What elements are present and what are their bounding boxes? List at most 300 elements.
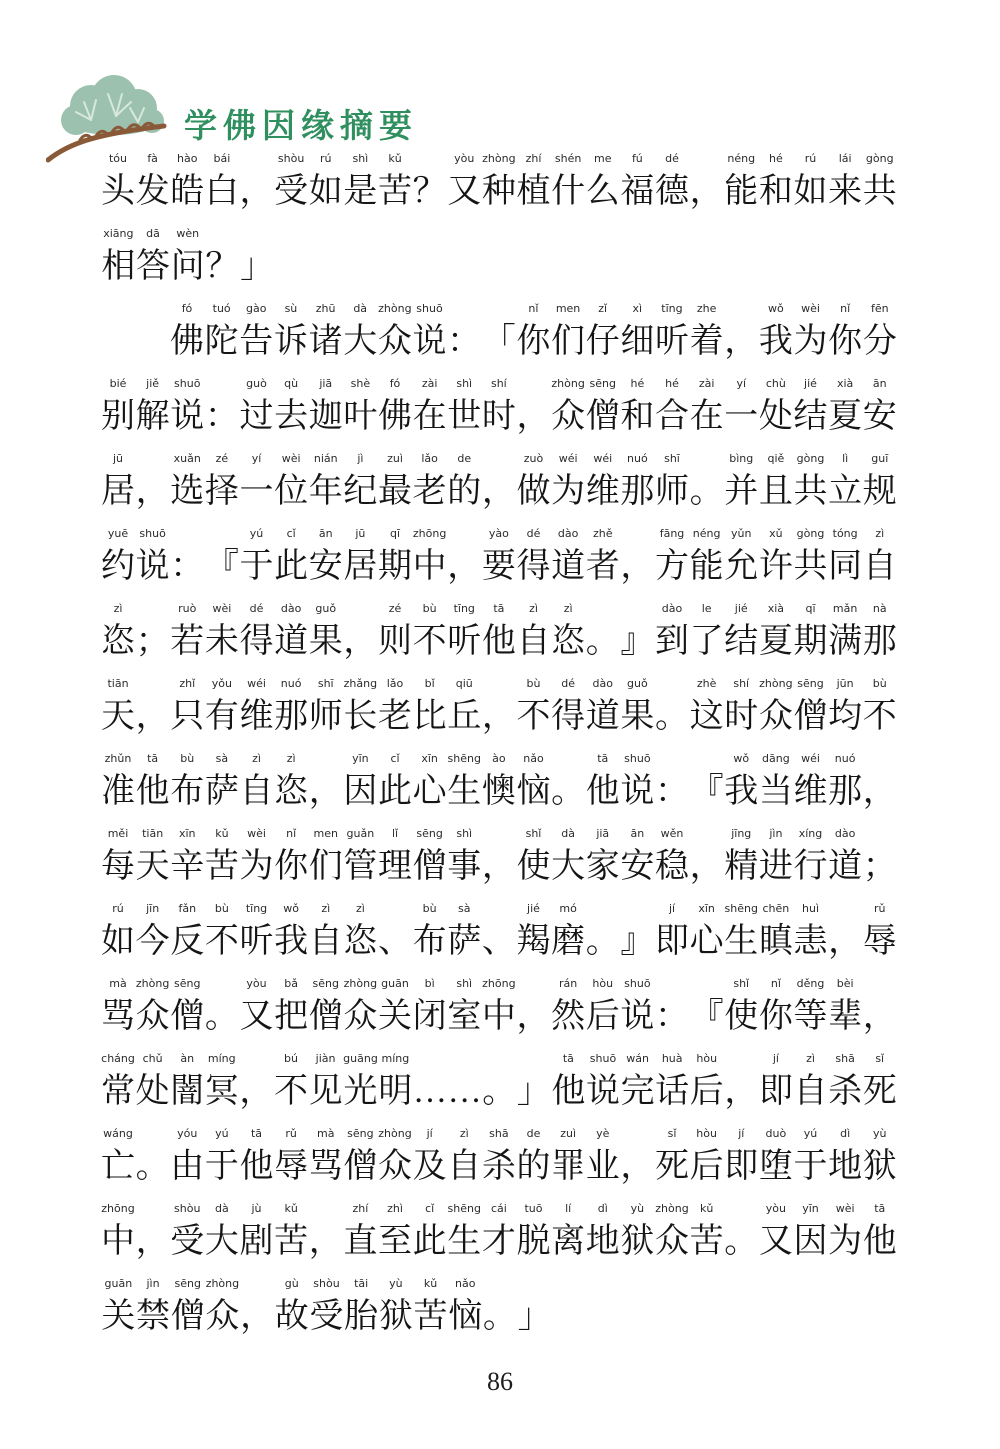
hanzi-character: 你 bbox=[758, 998, 793, 1035]
pinyin-annotation: dào bbox=[557, 527, 579, 540]
hanzi-character: 安 bbox=[620, 848, 655, 885]
pinyin-annotation: yù bbox=[389, 1277, 403, 1290]
ruby-token bbox=[170, 601, 204, 676]
ruby-token bbox=[759, 451, 793, 526]
pinyin-annotation: zì bbox=[875, 527, 885, 540]
hanzi-character: 众 bbox=[655, 1223, 689, 1260]
ruby-token bbox=[378, 751, 412, 826]
pinyin-annotation: ān bbox=[318, 527, 333, 540]
hanzi-character: 维 bbox=[793, 773, 828, 810]
ruby-token bbox=[517, 901, 551, 976]
hanzi-character: 说 bbox=[135, 548, 170, 585]
ruby-token bbox=[274, 826, 308, 901]
pinyin-annotation: jí bbox=[426, 1127, 433, 1140]
hanzi-character: 白 bbox=[204, 173, 239, 210]
hanzi-character: 自 bbox=[793, 1073, 828, 1110]
ruby-token bbox=[863, 151, 897, 226]
pinyin-annotation: rú bbox=[320, 152, 332, 165]
ruby-token bbox=[482, 1126, 516, 1201]
ruby-token bbox=[240, 151, 274, 226]
hanzi-character: 选 bbox=[170, 473, 205, 510]
ruby-token bbox=[170, 676, 204, 751]
pinyin-annotation: tā bbox=[250, 1127, 263, 1140]
hanzi-character: 众 bbox=[343, 998, 378, 1035]
pinyin-annotation: lǎo bbox=[386, 677, 404, 690]
hanzi-character: 们 bbox=[308, 848, 343, 885]
pinyin-annotation: shuō bbox=[416, 302, 443, 315]
hanzi-character: 分 bbox=[862, 323, 897, 360]
hanzi-character: 自 bbox=[447, 1148, 482, 1185]
ruby-token bbox=[240, 901, 274, 976]
ruby-token bbox=[274, 1276, 309, 1351]
ruby-token bbox=[378, 1051, 412, 1126]
ruby-token bbox=[586, 301, 620, 376]
ruby-token bbox=[240, 1201, 274, 1276]
ruby-token bbox=[517, 451, 551, 526]
hanzi-character: 众 bbox=[205, 1298, 240, 1335]
hanzi-character: 即 bbox=[655, 923, 689, 960]
ruby-token bbox=[447, 1201, 481, 1276]
ruby-token bbox=[863, 1126, 897, 1201]
pinyin-annotation: gòng bbox=[796, 452, 825, 465]
hanzi-character: 等 bbox=[793, 998, 828, 1035]
hanzi-character: 种 bbox=[481, 173, 516, 210]
pinyin-annotation: wéi bbox=[801, 752, 820, 765]
ruby-token bbox=[309, 1051, 343, 1126]
hanzi-character: 心 bbox=[412, 773, 447, 810]
pinyin-annotation: sēng bbox=[416, 827, 443, 840]
pinyin-annotation: nǎo bbox=[523, 752, 544, 765]
hanzi-character: 他 bbox=[862, 1223, 897, 1260]
hanzi-character: 一 bbox=[239, 473, 274, 510]
ruby-token bbox=[551, 826, 585, 901]
hanzi-character: 这 bbox=[689, 698, 724, 735]
ruby-token bbox=[378, 601, 412, 676]
hanzi-character: 到 bbox=[655, 623, 689, 660]
hanzi-character: 大 bbox=[551, 848, 586, 885]
pinyin-annotation: dé bbox=[249, 602, 264, 615]
hanzi-character: 恣 bbox=[551, 623, 586, 660]
hanzi-character: 期 bbox=[378, 548, 412, 585]
ruby-token bbox=[828, 376, 862, 451]
hanzi-character: 共 bbox=[793, 473, 828, 510]
hanzi-character: 此 bbox=[378, 773, 412, 810]
hanzi-character: 狱 bbox=[862, 1148, 897, 1185]
hanzi-character: 僧 bbox=[585, 398, 620, 435]
hanzi-character: 来 bbox=[828, 173, 863, 210]
pinyin-annotation: kǔ bbox=[215, 827, 229, 840]
pinyin-annotation: nǐ bbox=[528, 302, 539, 315]
hanzi-character: 闇 bbox=[170, 1073, 205, 1110]
hanzi-character: 结 bbox=[724, 623, 759, 660]
hanzi-character: 有 bbox=[204, 698, 239, 735]
pinyin-annotation: nǐ bbox=[286, 827, 297, 840]
pinyin-annotation: nián bbox=[313, 452, 338, 465]
ruby-token bbox=[274, 676, 308, 751]
pinyin-annotation: wǒ bbox=[733, 752, 750, 765]
pinyin-annotation: děng bbox=[796, 977, 825, 990]
hanzi-character: 只 bbox=[170, 698, 205, 735]
pinyin-annotation: yí bbox=[251, 452, 262, 465]
pinyin-annotation: zài bbox=[698, 377, 715, 390]
hanzi-character: 理 bbox=[378, 848, 412, 885]
ruby-token bbox=[655, 151, 689, 226]
pinyin-annotation: zhí bbox=[525, 152, 542, 165]
hanzi-character: 脱 bbox=[516, 1223, 551, 1260]
pinyin-annotation: ruò bbox=[178, 602, 197, 615]
pinyin-annotation: tuó bbox=[212, 302, 231, 315]
pinyin-annotation: jīn bbox=[146, 902, 160, 915]
ruby-token bbox=[343, 751, 377, 826]
hanzi-character: 辱 bbox=[274, 1148, 309, 1185]
ruby-token bbox=[863, 1051, 897, 1126]
hanzi-character: 骂 bbox=[308, 1148, 343, 1185]
hanzi-character: 直 bbox=[343, 1223, 378, 1260]
ruby-token bbox=[309, 151, 343, 226]
pinyin-annotation: xīn bbox=[178, 827, 196, 840]
ruby-token bbox=[378, 901, 412, 976]
pinyin-annotation: zhe bbox=[696, 302, 717, 315]
ruby-token bbox=[378, 526, 412, 601]
pinyin-annotation: bù bbox=[872, 677, 887, 690]
hanzi-character: 他 bbox=[239, 1148, 274, 1185]
pinyin-annotation: shēng bbox=[724, 902, 758, 915]
pinyin-annotation: fó bbox=[389, 377, 401, 390]
ruby-token bbox=[274, 376, 308, 451]
hanzi-character: 即 bbox=[758, 1073, 793, 1110]
ruby-token bbox=[343, 526, 377, 601]
pinyin-annotation: shòu bbox=[277, 152, 305, 165]
hanzi-character: 生 bbox=[447, 773, 482, 810]
pinyin-annotation: tāi bbox=[354, 1277, 369, 1290]
hanzi-character: 过 bbox=[239, 398, 274, 435]
hanzi-character: 维 bbox=[585, 473, 620, 510]
hanzi-character: 和 bbox=[758, 173, 793, 210]
ruby-token bbox=[620, 601, 654, 676]
hanzi-character: 即 bbox=[724, 1148, 759, 1185]
pinyin-annotation: nà bbox=[872, 602, 887, 615]
hanzi-character: ： bbox=[447, 323, 482, 360]
ruby-token bbox=[586, 376, 620, 451]
ruby-token bbox=[413, 901, 447, 976]
ruby-token bbox=[516, 301, 550, 376]
ruby-token bbox=[620, 751, 654, 826]
ruby-token bbox=[551, 526, 585, 601]
ruby-token bbox=[413, 376, 447, 451]
hanzi-character: 天 bbox=[135, 848, 170, 885]
ruby-token bbox=[205, 676, 239, 751]
hanzi-character: 最 bbox=[378, 473, 412, 510]
hanzi-character: 生 bbox=[724, 923, 759, 960]
pinyin-annotation: zhǎng bbox=[343, 677, 378, 690]
pinyin-annotation: shuō bbox=[624, 752, 651, 765]
pinyin-annotation: guī bbox=[871, 452, 889, 465]
ruby-token bbox=[136, 1201, 170, 1276]
pinyin-annotation: hào bbox=[177, 152, 198, 165]
ruby-token bbox=[136, 376, 170, 451]
pinyin-annotation: dé bbox=[526, 527, 541, 540]
pinyin-annotation: me bbox=[594, 152, 612, 165]
ruby-token bbox=[205, 1126, 239, 1201]
hanzi-character: 』 bbox=[620, 623, 655, 660]
hanzi-character: 辈 bbox=[828, 998, 863, 1035]
pinyin-annotation: wěn bbox=[660, 827, 684, 840]
hanzi-character: 『 bbox=[689, 998, 724, 1035]
pinyin-annotation: rǔ bbox=[285, 1127, 297, 1140]
ruby-token bbox=[482, 301, 516, 376]
pinyin-annotation: fǎn bbox=[178, 902, 197, 915]
pinyin-annotation: kǔ bbox=[388, 152, 402, 165]
hanzi-character: 福 bbox=[620, 173, 655, 210]
pinyin-annotation: dà bbox=[215, 1202, 229, 1215]
pinyin-annotation: bù bbox=[526, 677, 541, 690]
hanzi-character: 。 bbox=[135, 1148, 170, 1185]
ruby-token bbox=[378, 676, 412, 751]
pinyin-annotation: guǒ bbox=[627, 677, 648, 690]
ruby-token bbox=[101, 826, 135, 901]
pinyin-annotation: yòu bbox=[765, 1202, 786, 1215]
ruby-token bbox=[759, 901, 793, 976]
pinyin-annotation: jiàn bbox=[315, 1052, 336, 1065]
book-title: 学佛因缘摘要 bbox=[184, 108, 418, 145]
hanzi-character: ， bbox=[620, 548, 655, 585]
pinyin-annotation: xì bbox=[632, 302, 643, 315]
ruby-token bbox=[239, 1051, 273, 1126]
ruby-token bbox=[136, 526, 170, 601]
hanzi-character: 满 bbox=[828, 623, 863, 660]
pinyin-annotation: zhòng bbox=[482, 152, 516, 165]
pinyin-annotation: dé bbox=[665, 152, 679, 165]
ruby-token bbox=[413, 676, 447, 751]
pinyin-annotation: sà bbox=[458, 902, 471, 915]
pinyin-annotation: dào bbox=[661, 602, 683, 615]
ruby-token bbox=[863, 526, 897, 601]
ruby-token bbox=[794, 676, 828, 751]
hanzi-character: 皓 bbox=[170, 173, 205, 210]
hanzi-character: 羯 bbox=[516, 923, 551, 960]
text-line bbox=[101, 151, 897, 226]
hanzi-character: 恼 bbox=[516, 773, 551, 810]
ruby-token bbox=[239, 301, 273, 376]
pinyin-annotation: zuì bbox=[560, 1127, 577, 1140]
hanzi-character: 当 bbox=[758, 773, 793, 810]
ruby-token bbox=[551, 151, 585, 226]
hanzi-character: ， bbox=[481, 698, 516, 735]
hanzi-character: ， bbox=[516, 998, 551, 1035]
ruby-token bbox=[170, 376, 204, 451]
pinyin-annotation: lì bbox=[842, 452, 849, 465]
hanzi-character: 世 bbox=[447, 398, 482, 435]
ruby-token bbox=[136, 151, 170, 226]
pinyin-annotation: jīng bbox=[731, 827, 752, 840]
hanzi-character: 故 bbox=[274, 1298, 309, 1335]
hanzi-character: 我 bbox=[758, 323, 793, 360]
hanzi-character: 去 bbox=[274, 398, 309, 435]
hanzi-character: 相 bbox=[101, 248, 136, 285]
pinyin-annotation: bù bbox=[214, 902, 229, 915]
ruby-token bbox=[447, 376, 481, 451]
pinyin-annotation: bìng bbox=[729, 452, 754, 465]
ruby-token bbox=[655, 451, 689, 526]
hanzi-character: 不 bbox=[273, 1073, 308, 1110]
hanzi-character: 老 bbox=[378, 698, 412, 735]
hanzi-character: 处 bbox=[135, 1073, 170, 1110]
hanzi-character: ， bbox=[239, 1073, 274, 1110]
ruby-token bbox=[101, 976, 135, 1051]
ruby-token bbox=[447, 301, 481, 376]
ruby-token bbox=[101, 376, 135, 451]
ruby-token bbox=[794, 301, 828, 376]
hanzi-character: 中 bbox=[412, 548, 447, 585]
pinyin-annotation: zuì bbox=[387, 452, 403, 465]
ruby-token bbox=[101, 1201, 135, 1276]
hanzi-character: 说 bbox=[620, 998, 655, 1035]
ruby-token bbox=[759, 1201, 793, 1276]
ruby-token bbox=[101, 901, 135, 976]
pinyin-annotation: guǎn bbox=[346, 827, 375, 840]
hanzi-character: 关 bbox=[101, 1298, 136, 1335]
pinyin-annotation: jiā bbox=[596, 827, 610, 840]
hanzi-character: 择 bbox=[204, 473, 239, 510]
pinyin-annotation: zì bbox=[563, 602, 573, 615]
pinyin-annotation: jiě bbox=[146, 377, 160, 390]
pinyin-annotation: nǐ bbox=[770, 977, 781, 990]
hanzi-character: 叶 bbox=[343, 398, 378, 435]
ruby-token bbox=[136, 1276, 171, 1351]
pinyin-annotation: cǐ bbox=[425, 1202, 435, 1215]
ruby-token bbox=[447, 901, 481, 976]
pinyin-annotation: nǎo bbox=[454, 1277, 476, 1290]
pinyin-annotation: yè bbox=[596, 1127, 610, 1140]
hanzi-character: 。 bbox=[585, 623, 620, 660]
ruby-token bbox=[517, 1051, 551, 1126]
hanzi-character: 那 bbox=[828, 773, 863, 810]
ruby-token bbox=[724, 376, 758, 451]
hanzi-character: 长 bbox=[343, 698, 378, 735]
hanzi-character: 完 bbox=[620, 1073, 655, 1110]
pinyin-annotation: hòu bbox=[592, 977, 614, 990]
hanzi-character: 又 bbox=[239, 998, 274, 1035]
ruby-token bbox=[101, 1051, 135, 1126]
pinyin-annotation: fāng bbox=[659, 527, 685, 540]
pinyin-annotation: tuō bbox=[524, 1202, 543, 1215]
hanzi-character: 使 bbox=[516, 848, 551, 885]
pinyin-annotation: yù bbox=[630, 1202, 645, 1215]
ruby-token bbox=[447, 451, 481, 526]
ruby-token bbox=[413, 1276, 448, 1351]
pinyin-annotation: cháng bbox=[101, 1052, 135, 1065]
hanzi-character: 为 bbox=[793, 323, 828, 360]
text-line bbox=[101, 1201, 897, 1276]
pinyin-annotation: shòu bbox=[174, 1202, 201, 1215]
pinyin-annotation: bǎ bbox=[284, 977, 298, 990]
ruby-token bbox=[620, 151, 654, 226]
pinyin-annotation: shuō bbox=[589, 1052, 617, 1065]
pinyin-annotation: tīng bbox=[453, 602, 475, 615]
pinyin-annotation: yào bbox=[488, 527, 509, 540]
pinyin-annotation: zhè bbox=[696, 677, 717, 690]
ruby-token bbox=[101, 601, 135, 676]
hanzi-character: 。 bbox=[482, 1073, 517, 1110]
hanzi-character: 的 bbox=[447, 473, 482, 510]
hanzi-character: 安 bbox=[308, 548, 343, 585]
ruby-token bbox=[343, 376, 377, 451]
ruby-token bbox=[482, 451, 516, 526]
hanzi-character: … bbox=[447, 1073, 482, 1110]
hanzi-character: 佛 bbox=[378, 398, 412, 435]
hanzi-character: 期 bbox=[793, 623, 828, 660]
ruby-token bbox=[551, 301, 585, 376]
ruby-token bbox=[413, 751, 447, 826]
ruby-token bbox=[240, 976, 274, 1051]
hanzi-character: ， bbox=[135, 1223, 170, 1260]
ruby-token bbox=[620, 526, 654, 601]
pinyin-annotation: yù bbox=[873, 1127, 887, 1140]
pinyin-annotation: shī bbox=[664, 452, 680, 465]
ruby-token bbox=[620, 1126, 654, 1201]
text-line bbox=[101, 1126, 897, 1201]
hanzi-character: 得 bbox=[551, 698, 586, 735]
hanzi-character: 自 bbox=[239, 773, 274, 810]
ruby-token bbox=[309, 751, 343, 826]
hanzi-character: 是 bbox=[343, 173, 378, 210]
ruby-token bbox=[551, 976, 585, 1051]
pinyin-annotation: zhě bbox=[592, 527, 613, 540]
hanzi-character: 细 bbox=[620, 323, 655, 360]
hanzi-character: 后 bbox=[585, 998, 620, 1035]
hanzi-character: 共 bbox=[793, 548, 828, 585]
pinyin-annotation: zài bbox=[421, 377, 438, 390]
ruby-token bbox=[413, 601, 447, 676]
ruby-token bbox=[690, 676, 724, 751]
ruby-token bbox=[170, 1126, 204, 1201]
hanzi-character: 夏 bbox=[828, 398, 863, 435]
ruby-token bbox=[136, 1051, 170, 1126]
ruby-token bbox=[343, 676, 377, 751]
hanzi-character: 发 bbox=[135, 173, 170, 210]
hanzi-character: 他 bbox=[481, 623, 516, 660]
hanzi-character: 安 bbox=[862, 398, 897, 435]
ruby-token bbox=[690, 376, 724, 451]
ruby-token bbox=[620, 676, 654, 751]
pinyin-annotation: xià bbox=[836, 377, 854, 390]
ruby-token bbox=[621, 1051, 655, 1126]
hanzi-character: 禁 bbox=[136, 1298, 171, 1335]
ruby-token bbox=[863, 601, 897, 676]
hanzi-character: 受 bbox=[274, 173, 309, 210]
pinyin-annotation: dào bbox=[834, 827, 856, 840]
ruby-token bbox=[828, 1126, 862, 1201]
ruby-token bbox=[136, 601, 170, 676]
ruby-token bbox=[655, 526, 689, 601]
hanzi-character: 老 bbox=[412, 473, 447, 510]
pinyin-annotation: yuē bbox=[107, 527, 129, 540]
pinyin-annotation: bǐ bbox=[424, 677, 435, 690]
hanzi-character: 居 bbox=[343, 548, 378, 585]
ruby-token bbox=[309, 301, 343, 376]
hanzi-character: 见 bbox=[308, 1073, 343, 1110]
hanzi-character: 明 bbox=[378, 1073, 413, 1110]
ruby-token bbox=[240, 1126, 274, 1201]
hanzi-character: 说 bbox=[412, 323, 447, 360]
hanzi-character: 狱 bbox=[620, 1223, 655, 1260]
ruby-token bbox=[274, 601, 308, 676]
pinyin-annotation: dāng bbox=[762, 752, 790, 765]
pinyin-annotation: qiū bbox=[455, 677, 473, 690]
pinyin-annotation: bié bbox=[109, 377, 127, 390]
pinyin-annotation: jū bbox=[112, 452, 124, 465]
ruby-token bbox=[309, 826, 343, 901]
